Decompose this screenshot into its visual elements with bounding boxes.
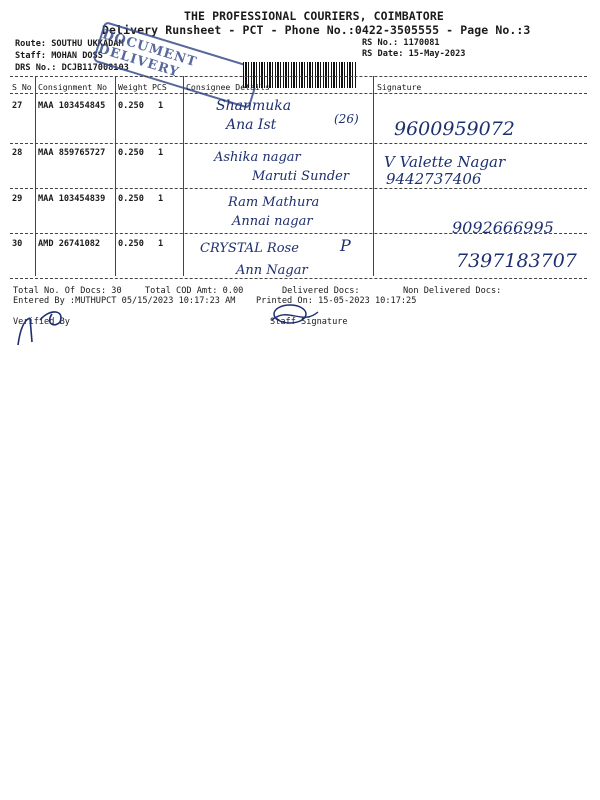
consignee-handwriting: Ashika nagar: [214, 150, 301, 165]
column-divider: [183, 76, 184, 276]
column-divider: [373, 76, 374, 276]
col-header-pcs: PCS: [152, 82, 167, 92]
row-sno: 30: [12, 239, 23, 249]
row-consignment-no: MAA 103454845: [38, 101, 106, 111]
row-sno: 28: [12, 148, 23, 158]
row-consignment-no: MAA 859765727: [38, 148, 106, 158]
rs-date: RS Date: 15-May-2023: [362, 49, 466, 59]
row-rule: [10, 143, 587, 144]
column-divider: [35, 76, 36, 276]
staff-signature-label: Staff Signature: [270, 317, 348, 327]
printed-on: Printed On: 15-05-2023 10:17:25: [256, 296, 417, 306]
total-cod: Total COD Amt: 0.00: [145, 286, 244, 296]
consignee-handwriting: Annai nagar: [232, 214, 313, 229]
row-weight: 0.250: [118, 239, 144, 249]
row-weight: 0.250: [118, 194, 144, 204]
consignee-handwriting: Ana Ist: [226, 117, 277, 133]
non-delivered-docs: Non Delivered Docs:: [403, 286, 502, 296]
consignee-handwriting: Shanmuka: [216, 98, 292, 114]
total-docs: Total No. Of Docs: 30: [13, 286, 122, 296]
signature-handwriting: 9600959072: [394, 118, 515, 140]
row-pcs: 1: [158, 101, 164, 111]
runsheet-subtitle: Delivery Runsheet - PCT - Phone No.:0422-3505555 - Page No.:3: [102, 23, 531, 37]
staff-signature-scribble: [268, 300, 348, 330]
table-header-rule: [10, 93, 587, 94]
col-header-weight: Weight: [118, 82, 148, 92]
row-consignment-no: MAA 103454839: [38, 194, 106, 204]
consignee-handwriting: (26): [334, 112, 359, 126]
row-rule: [10, 233, 587, 234]
table-top-rule: [10, 76, 587, 77]
drs-label: DRS No.: DCJB117008103: [15, 63, 129, 73]
signature-handwriting: 9092666995: [452, 218, 554, 237]
row-weight: 0.250: [118, 101, 144, 111]
verified-by-label: Verified By: [13, 317, 70, 327]
signature-handwriting: 7397183707: [456, 250, 577, 272]
col-header-consignment: Consignment No: [38, 82, 108, 92]
delivered-docs: Delivered Docs:: [282, 286, 360, 296]
verifier-signature: [10, 300, 80, 355]
row-consignment-no: AMD 26741082: [38, 239, 101, 249]
signature-handwriting: V Valette Nagar: [384, 153, 506, 171]
col-header-consignee: Consignee Details: [186, 82, 270, 92]
staff-label: Staff: MOHAN DOSS: [15, 51, 103, 61]
consignee-handwriting: CRYSTAL Rose: [200, 241, 299, 256]
row-sno: 27: [12, 101, 23, 111]
consignee-handwriting: Ram Mathura: [228, 195, 320, 210]
row-pcs: 1: [158, 148, 164, 158]
consignee-handwriting: Ann Nagar: [236, 263, 308, 278]
signature-handwriting: 9442737406: [386, 170, 482, 188]
row-weight: 0.250: [118, 148, 144, 158]
entered-by: Entered By :MUTHUPCT 05/15/2023 10:17:23 AM: [13, 296, 236, 306]
row-rule: [10, 188, 587, 189]
table-bottom-rule: [10, 278, 587, 279]
column-divider: [115, 76, 116, 276]
row-pcs: 1: [158, 194, 164, 204]
consignee-handwriting: P: [340, 236, 351, 255]
col-header-sno: S No: [12, 82, 32, 92]
document-delivery-stamp: DOCUMENT DELIVERY: [92, 21, 261, 109]
row-pcs: 1: [158, 239, 164, 249]
consignee-handwriting: Maruti Sunder: [252, 169, 350, 184]
rs-number: RS No.: 1170081: [362, 38, 440, 48]
row-sno: 29: [12, 194, 23, 204]
company-title: THE PROFESSIONAL COURIERS, COIMBATORE: [184, 9, 444, 23]
route-label: Route: SOUTHU UKKADAM: [15, 39, 124, 49]
col-header-signature: Signature: [377, 82, 422, 92]
